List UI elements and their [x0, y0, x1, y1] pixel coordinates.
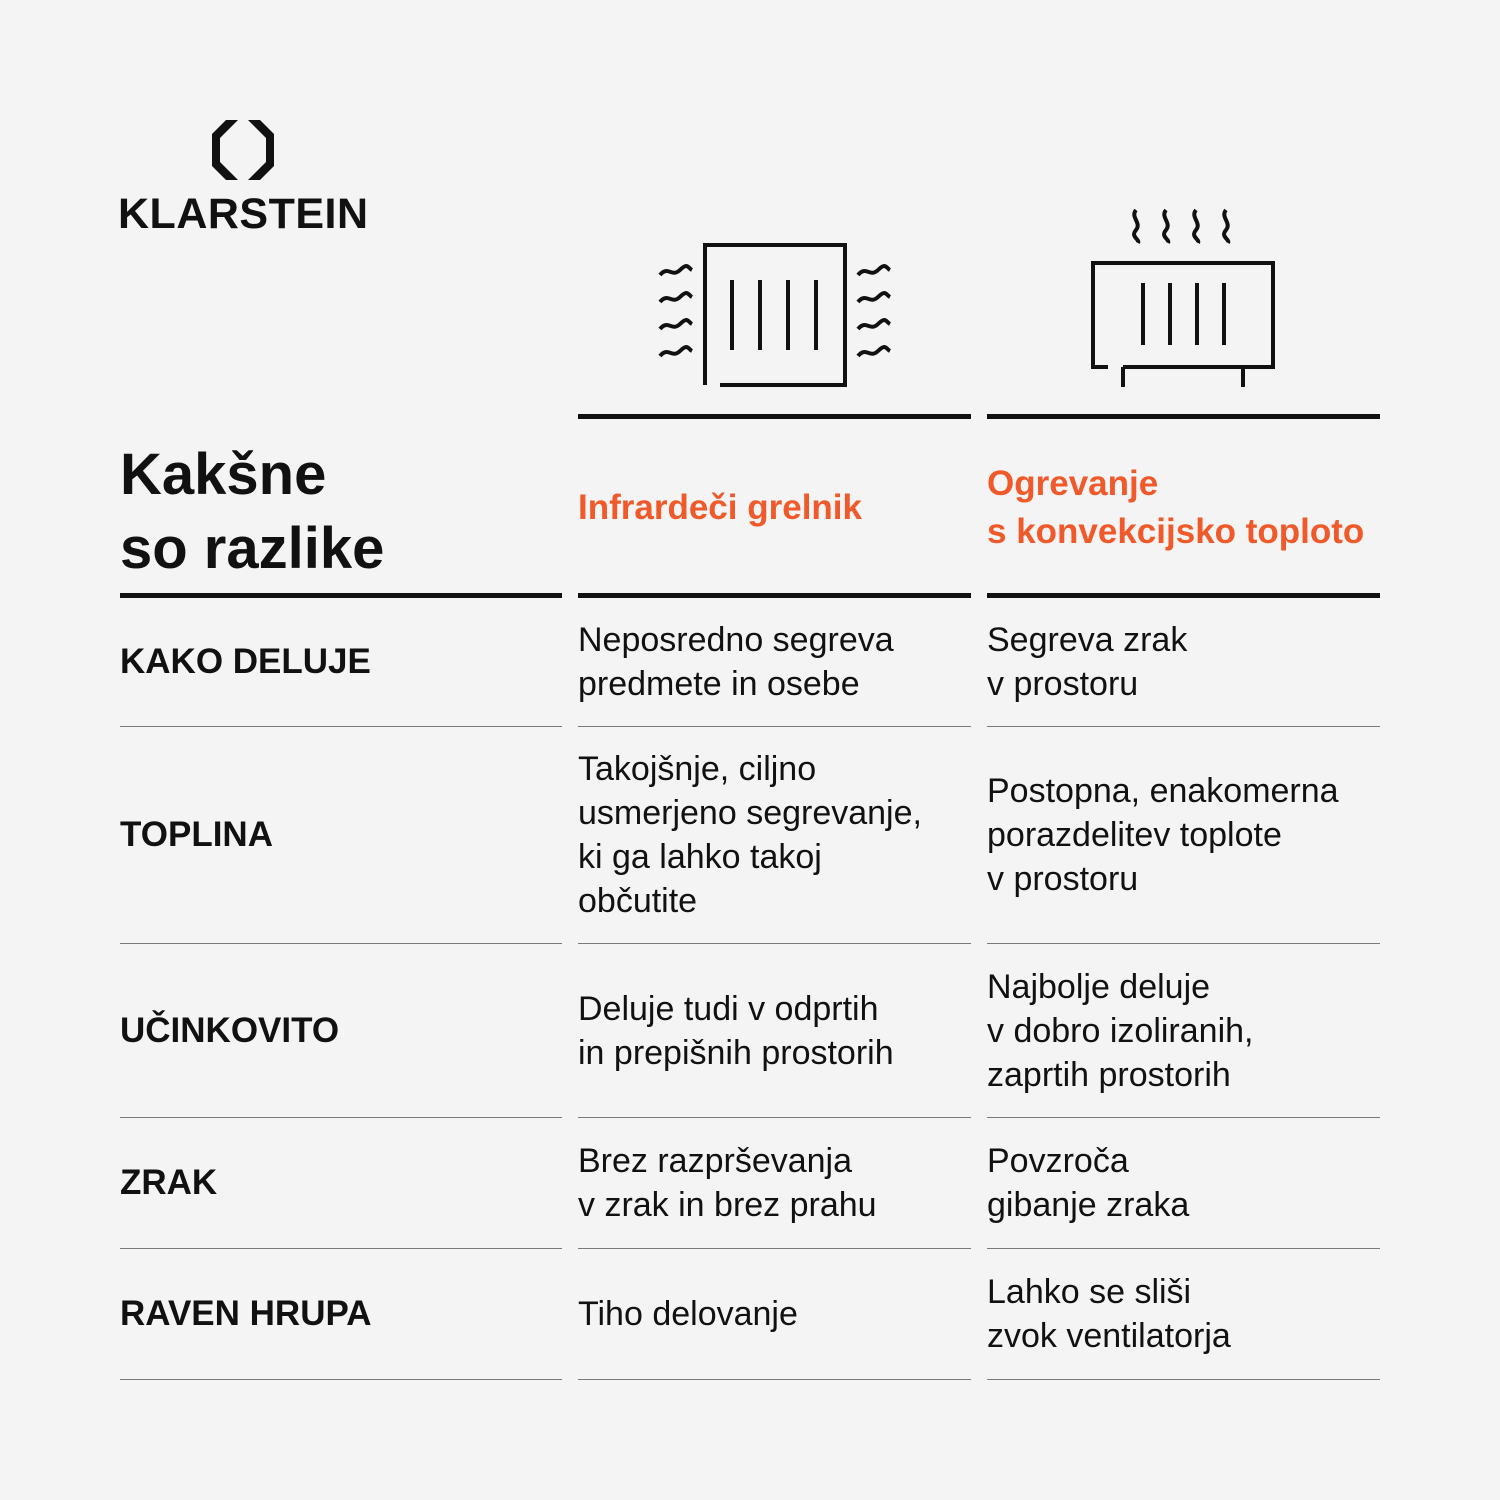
column-top-rule [578, 414, 971, 419]
cell-convection [987, 727, 1387, 943]
cell-line: Postopna, enakomerna [987, 772, 1339, 810]
cell-line: zvok ventilatorja [987, 1317, 1231, 1355]
cell-convection [987, 1249, 1387, 1379]
brand-name: KLARSTEIN [118, 190, 369, 238]
cell-convection [987, 598, 1387, 726]
row-label: RAVEN HRUPA [120, 1294, 372, 1333]
cell-infrared [578, 1118, 978, 1248]
cell-infrared [578, 1249, 978, 1379]
cell-line: Lahko se sliši [987, 1273, 1192, 1311]
title-line: Kakšne [120, 442, 327, 507]
row-divider [578, 1379, 971, 1380]
cell-line: Neposredno segreva [578, 621, 894, 659]
row-label: TOPLINA [120, 815, 273, 854]
row-label: ZRAK [120, 1163, 218, 1202]
cell-infrared [578, 944, 978, 1117]
cell-convection [987, 944, 1387, 1117]
cell-line: Povzroča [987, 1142, 1129, 1180]
klarstein-logo-icon [212, 120, 274, 180]
heading-line: Infrardeči grelnik [578, 488, 862, 527]
title-line: so razlike [120, 516, 385, 581]
cell-line: Takojšnje, ciljno [578, 750, 817, 788]
cell-line: porazdelitev toplote [987, 816, 1282, 854]
cell-line: Tiho delovanje [578, 1295, 798, 1333]
cell-line: zaprtih prostorih [987, 1055, 1231, 1094]
cell-line: in prepišnih prostorih [578, 1033, 894, 1072]
cell-line: v prostoru [987, 665, 1139, 703]
convection-heater-icon [1088, 205, 1278, 390]
cell-line: ki ga lahko takoj [578, 838, 822, 876]
row-divider [987, 1379, 1380, 1380]
cell-line: usmerjeno segrevanje, [578, 794, 922, 832]
cell-line: Najbolje deluje [987, 967, 1211, 1006]
column-heading-infrared [578, 484, 971, 532]
cell-line: v zrak in brez prahu [578, 1186, 877, 1224]
column-top-rule [987, 414, 1380, 419]
column-heading-convection [987, 460, 1387, 556]
row-label: KAKO DELUJE [120, 642, 371, 681]
row-label: UČINKOVITO [120, 1010, 340, 1050]
heading-line: Ogrevanje [987, 464, 1159, 503]
cell-line: predmete in osebe [578, 665, 860, 703]
cell-line: Deluje tudi v odprtih [578, 989, 879, 1028]
infrared-heater-icon [650, 240, 895, 390]
row-divider [120, 1379, 562, 1380]
page-title [120, 438, 384, 586]
cell-line: v prostoru [987, 860, 1139, 898]
cell-line: Brez razprševanja [578, 1142, 853, 1180]
cell-infrared [578, 727, 978, 943]
cell-line: gibanje zraka [987, 1186, 1190, 1224]
cell-line: občutite [578, 882, 698, 920]
cell-infrared [578, 598, 978, 726]
cell-line: Segreva zrak [987, 621, 1188, 659]
cell-convection [987, 1118, 1387, 1248]
heading-line: s konvekcijsko toploto [987, 512, 1365, 551]
cell-line: v dobro izoliranih, [987, 1011, 1254, 1050]
